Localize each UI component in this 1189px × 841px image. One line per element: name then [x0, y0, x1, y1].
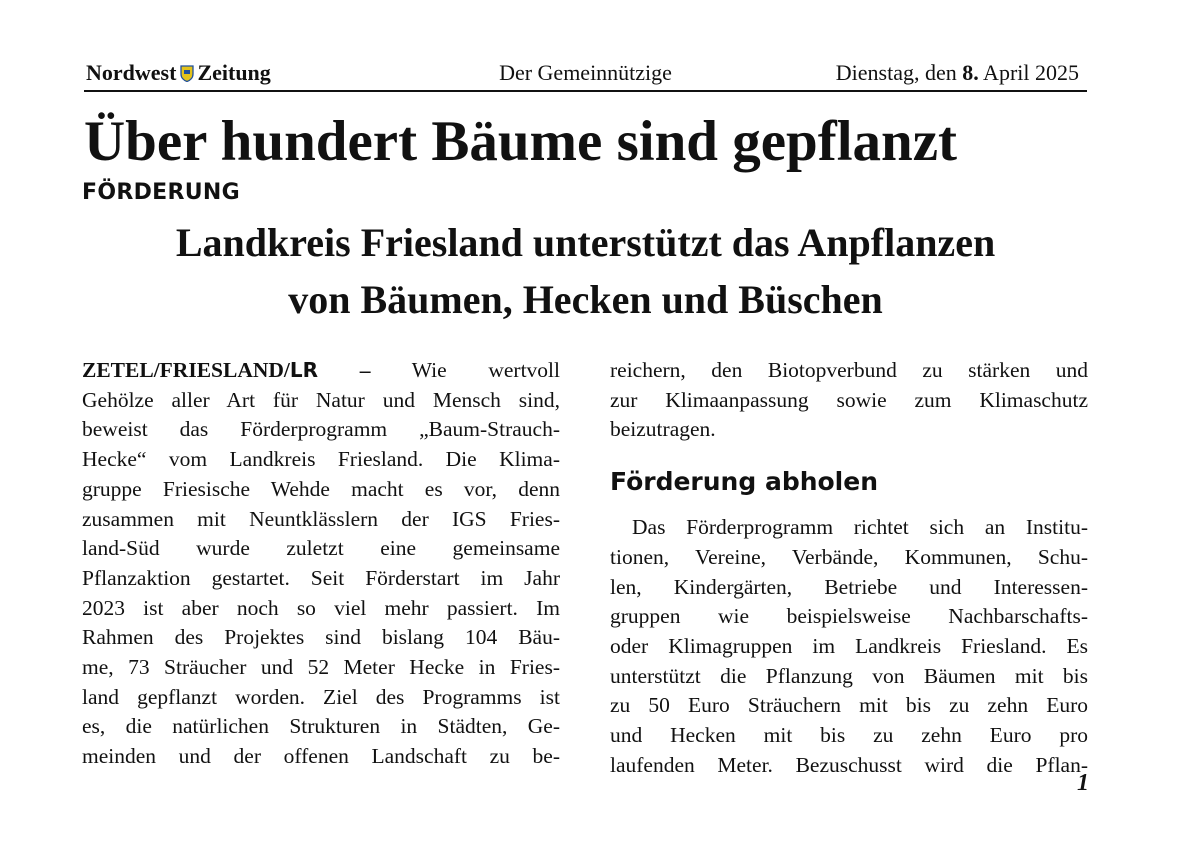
text-line: zu 50 Euro Sträuchern mit bis zu zehn Euro — [610, 693, 1088, 718]
text-line: gruppen wie beispielsweise Nachbarschafts- — [610, 604, 1088, 629]
text-line: beizutragen. — [610, 417, 716, 442]
text-line: 2023 ist aber noch so viel mehr passiert. Im — [82, 595, 560, 620]
text-line: land-Süd wurde zuletzt eine gemeinsame — [82, 536, 560, 561]
text-line — [82, 356, 560, 386]
article-kicker: FÖRDERUNG — [82, 180, 240, 205]
text-line: und Hecken mit bis zu zehn Euro pro — [610, 723, 1088, 748]
masthead — [84, 56, 1087, 92]
subheadline-line-2: von Bäumen, Hecken und Büschen — [288, 277, 883, 322]
dateline-agency: LR — [289, 358, 319, 382]
text-line: es, die natürlichen Strukturen in Städten, Ge- — [82, 714, 560, 739]
dateline-place: ZETEL/FRIESLAND/ — [82, 358, 290, 382]
text-line: Hecke“ vom Landkreis Friesland. Die Klima- — [82, 447, 560, 472]
text-line: zusammen mit Neuntklässlern der IGS Fries- — [82, 506, 560, 531]
subheadline-line-1: Landkreis Friesland unterstützt das Anpflanzen — [175, 220, 996, 265]
text-line: beweist das Förderprogramm „Baum-Strauch- — [82, 417, 560, 442]
article-subheadline — [84, 214, 1087, 328]
text-line: unterstützt die Pflanzung von Bäumen mit bis — [610, 663, 1088, 688]
text-line: laufenden Meter. Bezuschusst wird die Pflan- — [610, 752, 1088, 777]
dateline-dash: – — [318, 358, 371, 382]
text-line-start: Wie wertvoll — [370, 358, 560, 382]
text-line: gruppe Friesische Wehde macht es vor, denn — [82, 476, 560, 501]
text-line: zur Klimaanpassung sowie zum Klimaschutz — [610, 387, 1088, 412]
text-line: me, 73 Sträucher und 52 Meter Hecke in Fries- — [82, 655, 560, 680]
article-column-right — [610, 356, 1088, 780]
brand-name-left: Nordwest — [86, 60, 177, 85]
text-line: Das Förderprogramm richtet sich an Institu- — [632, 515, 1088, 540]
text-line: Gehölze aller Art für Natur und Mensch sind, — [82, 387, 560, 412]
text-line: tionen, Vereine, Verbände, Kommunen, Schu- — [610, 544, 1088, 569]
text-line: reichern, den Biotopverbund zu stärken und — [610, 358, 1088, 382]
edition-name: Der Gemeinnützige — [499, 60, 672, 85]
text-line: land gepflanzt worden. Ziel des Programms ist — [82, 684, 560, 709]
article-headline: Über hundert Bäume sind gepflanzt — [84, 110, 958, 173]
text-line: len, Kindergärten, Betriebe und Interessen- — [610, 574, 1088, 599]
date-prefix: Dienstag, den — [835, 60, 963, 85]
article-dateline — [82, 358, 370, 382]
page-number: 1 — [1077, 770, 1089, 796]
text-line: Rahmen des Projektes sind bislang 104 Bäu- — [82, 625, 560, 650]
date-suffix: April 2025 — [978, 60, 1079, 85]
brand-name-right: Zeitung — [197, 60, 271, 85]
issue-date — [836, 60, 1079, 86]
text-line: Pflanzaktion gestartet. Seit Förderstart im Jahr — [82, 565, 560, 590]
text-line: meinden und der offenen Landschaft zu be- — [82, 744, 560, 769]
text-line: oder Klimagruppen im Landkreis Friesland. Es — [610, 633, 1088, 658]
section-heading: Förderung abholen — [610, 467, 879, 497]
article-column-left — [82, 356, 560, 772]
date-day: 8. — [962, 60, 979, 85]
